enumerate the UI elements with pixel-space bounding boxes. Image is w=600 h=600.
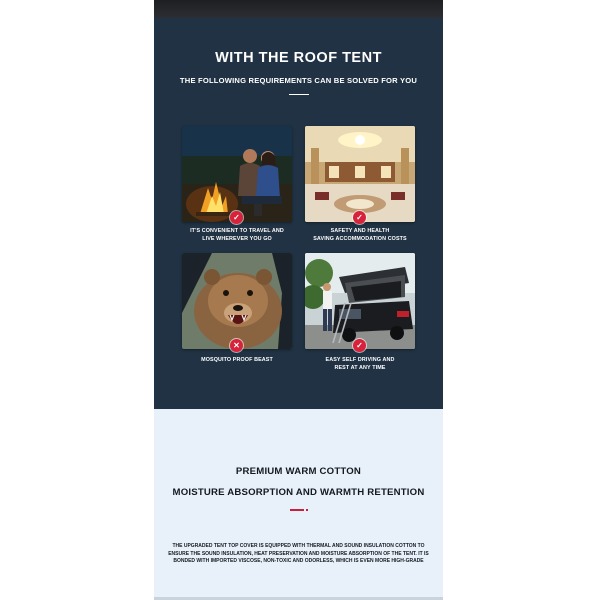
- feature-caption-driving: [295, 357, 425, 372]
- feature-caption-travel: [172, 228, 302, 243]
- feature-caption-line: LIVE WHEREVER YOU GO: [202, 235, 272, 242]
- cotton-description: THE UPGRADED TENT TOP COVER IS EQUIPPED WITH THERMAL AND SOUND INSULATION COTTON TO ENSURE THE SOUND INSULATION, HEAT PRESERVATION AND MOISTURE ABSORPTION OF THE TENT. IT IS BONDED WITH IMPORTED VISCOSE, NON-TOXIC AND ODORLESS, WHICH IS EVEN MORE HIGH-GRADE: [168, 543, 429, 565]
- feature-caption-safety: [295, 228, 425, 243]
- hotel-photo-image: [305, 126, 415, 222]
- feature-photo-roof-tent: [305, 253, 415, 349]
- check-icon: ✓: [353, 211, 366, 224]
- feature-photo-bear: [182, 253, 292, 349]
- check-icon: ✓: [353, 339, 366, 352]
- cotton-heading: PREMIUM WARM COTTON: [235, 466, 362, 477]
- feature-photo-campfire: [182, 126, 292, 222]
- section-subtitle: THE FOLLOWING REQUIREMENTS CAN BE SOLVED FOR YOU: [179, 76, 418, 85]
- cotton-divider: [290, 509, 304, 511]
- feature-caption-mosquito: [172, 357, 302, 365]
- roof-tent-photo-image: [305, 253, 415, 349]
- campfire-photo-image: [182, 126, 292, 222]
- cotton-subheading: MOISTURE ABSORPTION AND WARMTH RETENTION: [172, 487, 425, 498]
- feature-photo-hotel: [305, 126, 415, 222]
- feature-caption-line: IT'S CONVENIENT TO TRAVEL AND: [190, 228, 284, 234]
- close-icon: ✕: [230, 339, 243, 352]
- cotton-divider-dot: [306, 509, 308, 511]
- feature-caption-line: EASY SELF DRIVING AND: [325, 357, 395, 363]
- bear-photo-image: [182, 253, 292, 349]
- cotton-panel: [154, 409, 443, 597]
- feature-caption-line: SAVING ACCOMMODATION COSTS: [313, 235, 407, 242]
- feature-caption-line: REST AT ANY TIME: [334, 364, 386, 371]
- feature-caption-line: SAFETY AND HEALTH: [330, 228, 390, 234]
- check-icon: ✓: [230, 211, 243, 224]
- top-photo-strip: [154, 0, 443, 18]
- title-divider: [289, 94, 309, 95]
- section-title: WITH THE ROOF TENT: [215, 50, 382, 66]
- feature-caption-line: MOSQUITO PROOF BEAST: [201, 357, 273, 363]
